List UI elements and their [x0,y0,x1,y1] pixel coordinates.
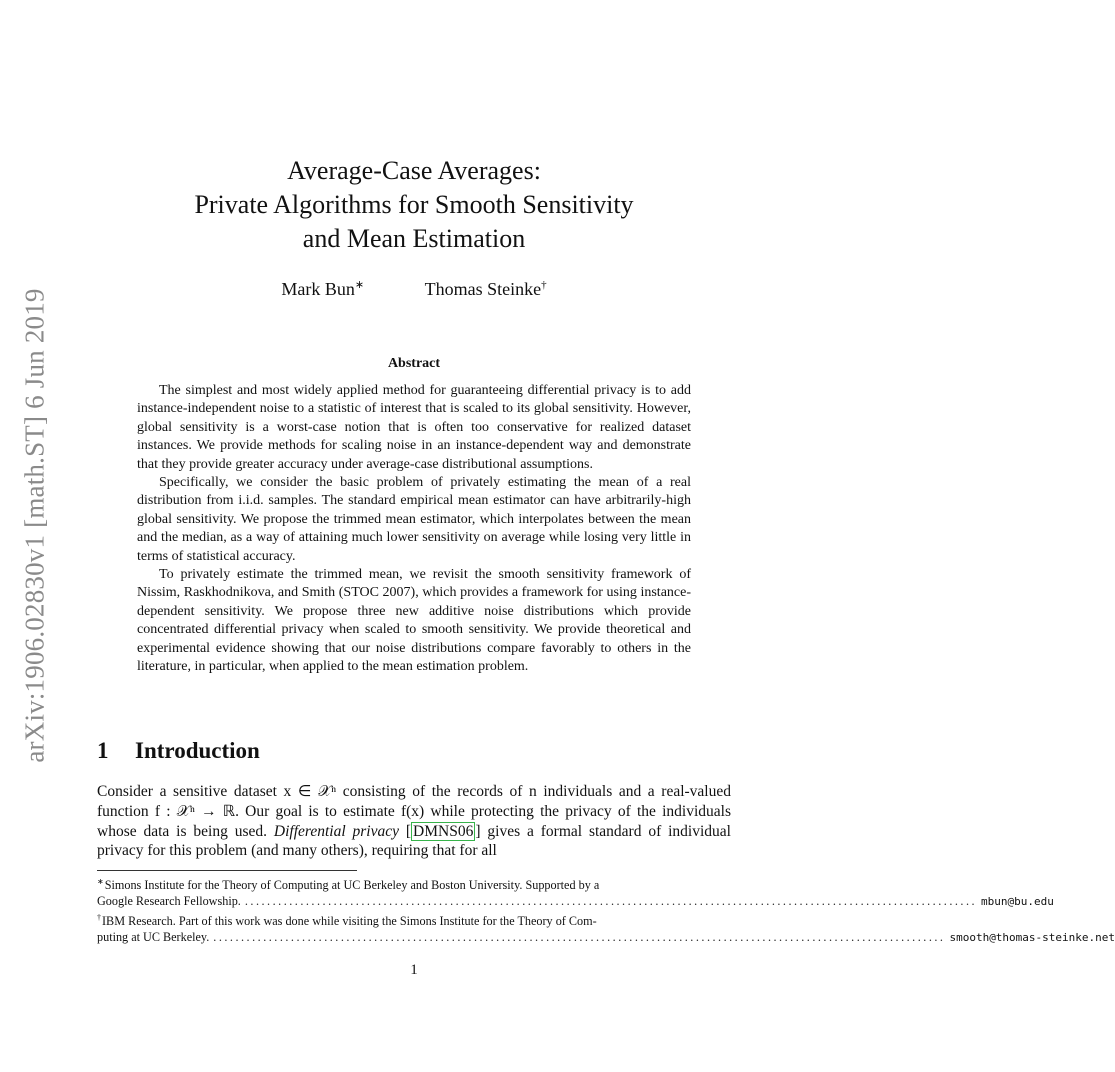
section-heading [97,738,260,764]
footnote-1-text: Simons Institute for the Theory of Computing at UC Berkeley and Boston University. Supported by a [104,878,600,893]
footnotes [97,874,1115,946]
abstract-paragraph-1: The simplest and most widely applied method for guaranteeing differential privacy is to add instance-independent noise to a statistic of interest that is scaled to its global sensitivity. However, global sensitivity is a worst-case notion that is often too conservative for realized dataset instances. We provide methods for scaling noise in an instance-dependent way and demonstrate that they provide greater accuracy under average-case distributional assumptions. [137,383,691,472]
footnote-2 [97,910,1115,946]
section-title: Introduction [135,738,260,763]
footnote-2-leader: .................................................................................................................................... [213,930,946,945]
page-number: 1 [410,962,418,978]
arxiv-stamp [8,285,62,765]
title-line-3: and Mean Estimation [302,224,526,253]
intro-emphasis: Differential privacy [273,822,399,840]
author-2: Thomas Steinke† [424,279,547,299]
author-list [140,278,688,300]
title-line-1: Average-Case Averages: [287,156,541,185]
abstract-paragraph-2: Specifically, we consider the basic problem of privately estimating the mean of a real distribution from i.i.d. samples. The standard empirical mean estimator can have arbitrarily-high global sensitivity. We propose the trimmed mean estimator, which interpolates between the mean and the median, as a way of attaining much lower sensitivity on average while losing very little in terms of statistical accuracy. [137,475,691,564]
footnote-1 [97,874,1054,910]
arxiv-identifier: arXiv:1906.02830v1 [math.ST] 6 Jun 2019 [19,287,50,763]
intro-paragraph: Consider a sensitive dataset x ∈ 𝒳ⁿ consisting of the records of n individuals and a real-valued function f : 𝒳ⁿ → ℝ. Our goal is to estimate f(x) while protecting the privacy of the individuals whose data is being used. Differential privacy [ DMNS06 ] gives a formal standard of individual privacy for this problem (and many others), requiring that for all [97,783,731,860]
citation-link[interactable]: DMNS06 [413,822,474,840]
author-2-footnote-mark: † [541,279,547,291]
abstract-heading: Abstract [387,356,441,371]
footnote-2-text-cont: puting at UC Berkeley. [97,930,210,945]
title-line-2: Private Algorithms for Smooth Sensitivity [194,190,634,219]
footnote-1-text-cont: Google Research Fellowship. [97,894,241,909]
paper-title [140,154,688,256]
footnote-1-leader: .................................................................................................................................... [244,894,978,909]
footnote-2-email[interactable]: smooth@thomas-steinke.net [949,931,1115,945]
footnote-2-mark: † [97,913,101,923]
abstract-body [137,382,691,677]
section-number: 1 [97,738,109,763]
author-1: Mark Bun∗ [281,279,365,299]
footnote-2-text: IBM Research. Part of this work was done while visiting the Simons Institute for the Theory of Com- [102,914,597,929]
abstract-paragraph-3: To privately estimate the trimmed mean, we revisit the smooth sensitivity framework of Nissim, Raskhodnikova, and Smith (STOC 2007), which provides a framework for using instance-dependent sensitivity. We propose three new additive noise distributions which provide concentrated differential privacy when scaled to smooth sensitivity. We provide theoretical and experimental evidence showing that our noise distributions compare favorably to others in the literature, in particular, when applied to the mean estimation problem. [137,567,691,675]
footnote-rule [97,870,357,871]
footnote-1-mark: ∗ [97,877,104,886]
author-1-footnote-mark: ∗ [354,279,365,291]
footnote-1-email[interactable]: mbun@bu.edu [981,895,1054,909]
